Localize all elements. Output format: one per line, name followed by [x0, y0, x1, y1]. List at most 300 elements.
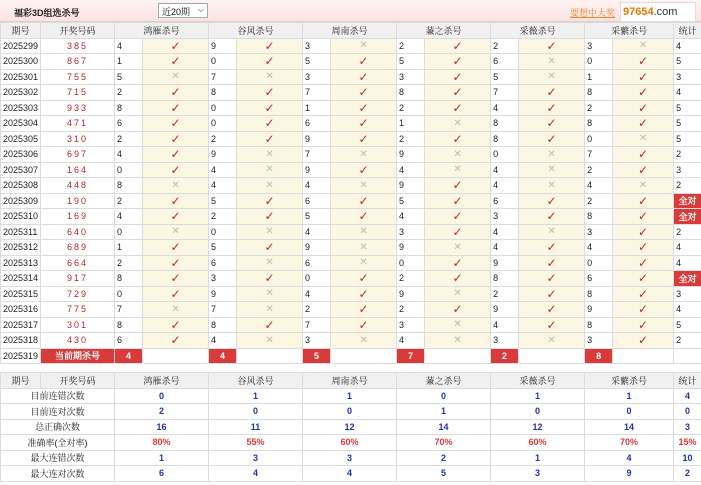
result-cell	[425, 271, 491, 287]
check-icon: ✓	[358, 302, 369, 317]
kill-number-cell: 3	[303, 333, 331, 349]
check-icon: ✓	[452, 100, 463, 115]
kill-number-cell: 3	[209, 271, 237, 287]
stats-label: 最大连对次数	[1, 466, 115, 482]
result-cell	[331, 286, 397, 302]
result-cell	[237, 240, 303, 256]
check-icon: ✓	[264, 193, 275, 208]
table-row	[1, 85, 701, 101]
kill-number-cell: 4	[209, 178, 237, 194]
kill-number-cell: 0	[209, 54, 237, 70]
result-cell	[237, 193, 303, 209]
cross-icon: ✕	[171, 226, 180, 238]
check-icon: ✓	[358, 271, 369, 286]
stats-value: 1	[585, 388, 674, 404]
stats-value: 0	[491, 404, 585, 420]
check-icon: ✓	[638, 85, 649, 100]
kill-number-cell: 5	[209, 193, 237, 209]
toolbar	[0, 0, 701, 22]
issue-cell: 2025304	[1, 116, 41, 132]
result-cell	[331, 271, 397, 287]
result-cell	[613, 255, 674, 271]
result-cell	[425, 178, 491, 194]
kill-number-cell: 4	[491, 224, 519, 240]
stat-cell: 3	[674, 162, 701, 178]
stats-value: 55%	[209, 435, 303, 451]
kill-number-cell: 4	[115, 147, 143, 163]
kill-number-cell: 4	[115, 209, 143, 225]
result-cell	[613, 38, 674, 54]
result-cell	[143, 302, 209, 318]
kill-number-cell: 2	[115, 85, 143, 101]
stats-value: 70%	[585, 435, 674, 451]
result-cell	[237, 69, 303, 85]
promo-link[interactable]: 要想中大奖	[570, 8, 616, 18]
check-icon: ✓	[170, 131, 181, 146]
result-cell	[425, 302, 491, 318]
current-blank-cell	[519, 348, 585, 364]
stats-value: 1	[397, 404, 491, 420]
issue-cell: 2025314	[1, 271, 41, 287]
check-icon: ✓	[264, 209, 275, 224]
statistics-table	[0, 372, 701, 482]
kill-number-cell: 9	[209, 147, 237, 163]
stats-label: 准确率(全对率)	[1, 435, 115, 451]
check-icon: ✓	[638, 209, 649, 224]
result-cell	[143, 209, 209, 225]
stats-row	[1, 419, 701, 435]
draw-cell: 664	[41, 255, 115, 271]
stat-cell: 5	[674, 131, 701, 147]
stats-value: 4	[585, 450, 674, 466]
check-icon: ✓	[452, 224, 463, 239]
kill-number-cell: 2	[115, 255, 143, 271]
result-cell	[237, 162, 303, 178]
current-issue-cell: 2025319	[1, 348, 41, 364]
kill-number-cell: 9	[397, 286, 425, 302]
result-cell	[425, 193, 491, 209]
table-row	[1, 333, 701, 349]
kill-number-cell: 3	[585, 38, 613, 54]
check-icon: ✓	[546, 38, 557, 53]
result-cell	[331, 333, 397, 349]
check-icon: ✓	[358, 286, 369, 301]
result-cell	[613, 193, 674, 209]
kill-number-cell: 7	[585, 147, 613, 163]
check-icon: ✓	[264, 85, 275, 100]
stat-cell: 5	[674, 54, 701, 70]
result-cell	[143, 286, 209, 302]
check-icon: ✓	[452, 271, 463, 286]
result-cell	[613, 178, 674, 194]
result-cell	[331, 224, 397, 240]
draw-cell: 448	[41, 178, 115, 194]
result-cell	[143, 333, 209, 349]
kill-number-cell: 6	[303, 116, 331, 132]
watermark-prefix: 97654	[623, 6, 654, 18]
kill-number-cell: 4	[303, 286, 331, 302]
kill-number-cell: 8	[585, 286, 613, 302]
stat-cell: 2	[674, 333, 701, 349]
result-cell	[519, 69, 585, 85]
kill-number-cell: 8	[115, 271, 143, 287]
issue-cell: 2025317	[1, 317, 41, 333]
result-cell	[519, 302, 585, 318]
table-header-row	[1, 23, 701, 39]
result-cell	[331, 38, 397, 54]
kill-number-cell: 4	[585, 240, 613, 256]
draw-cell: 775	[41, 302, 115, 318]
result-cell	[425, 131, 491, 147]
result-cell	[143, 54, 209, 70]
result-cell	[425, 317, 491, 333]
kill-number-cell: 4	[397, 333, 425, 349]
result-cell	[613, 54, 674, 70]
stat-cell: 2	[674, 147, 701, 163]
kill-number-cell: 1	[303, 100, 331, 116]
result-cell	[331, 69, 397, 85]
col-method-header: 鸿雁杀号	[115, 23, 209, 39]
result-cell	[519, 116, 585, 132]
stats-value: 1	[115, 450, 209, 466]
check-icon: ✓	[264, 240, 275, 255]
check-icon: ✓	[452, 209, 463, 224]
check-icon: ✓	[546, 286, 557, 301]
current-blank-cell	[143, 348, 209, 364]
stats-value: 14	[585, 419, 674, 435]
result-cell	[519, 286, 585, 302]
result-cell	[143, 85, 209, 101]
stats-total: 3	[674, 419, 701, 435]
kill-number-cell: 2	[585, 162, 613, 178]
check-icon: ✓	[264, 54, 275, 69]
check-icon: ✓	[546, 302, 557, 317]
check-icon: ✓	[170, 286, 181, 301]
cross-icon: ✕	[547, 164, 556, 176]
kill-number-cell: 4	[491, 240, 519, 256]
cross-icon: ✕	[265, 71, 274, 83]
check-icon: ✓	[170, 209, 181, 224]
check-icon: ✓	[546, 240, 557, 255]
result-cell	[425, 54, 491, 70]
kill-number-cell: 2	[491, 38, 519, 54]
draw-cell: 169	[41, 209, 115, 225]
check-icon: ✓	[452, 69, 463, 84]
kill-number-cell: 0	[397, 255, 425, 271]
issue-cell: 2025306	[1, 147, 41, 163]
kill-number-cell: 8	[209, 317, 237, 333]
table-row	[1, 271, 701, 287]
cross-icon: ✕	[453, 241, 462, 253]
result-cell	[519, 209, 585, 225]
current-issue-row	[1, 348, 701, 364]
check-icon: ✓	[170, 116, 181, 131]
result-cell	[425, 286, 491, 302]
result-cell	[143, 255, 209, 271]
stats-value: 1	[491, 450, 585, 466]
issue-cell: 2025312	[1, 240, 41, 256]
stats-total: 10	[674, 450, 701, 466]
kill-number-cell: 2	[115, 131, 143, 147]
check-icon: ✓	[638, 116, 649, 131]
cross-icon: ✕	[359, 334, 368, 346]
check-icon: ✓	[638, 255, 649, 270]
issue-cell: 2025308	[1, 178, 41, 194]
current-blank-cell	[331, 348, 397, 364]
kill-number-cell: 4	[491, 162, 519, 178]
kill-number-cell: 1	[115, 54, 143, 70]
stats-row	[1, 388, 701, 404]
kill-number-cell: 3	[397, 224, 425, 240]
kill-number-cell: 0	[115, 224, 143, 240]
kill-number-cell: 8	[585, 317, 613, 333]
result-cell	[143, 240, 209, 256]
kill-number-cell: 5	[397, 54, 425, 70]
table-row	[1, 54, 701, 70]
result-cell	[613, 100, 674, 116]
table-row	[1, 116, 701, 132]
current-kill-number: 2	[491, 348, 519, 364]
kill-number-cell: 4	[115, 38, 143, 54]
check-icon: ✓	[546, 100, 557, 115]
result-cell	[143, 178, 209, 194]
check-icon: ✓	[452, 193, 463, 208]
kill-number-cell: 9	[397, 240, 425, 256]
issue-cell: 2025315	[1, 286, 41, 302]
current-blank-cell	[425, 348, 491, 364]
stat-cell: 4	[674, 302, 701, 318]
table-row	[1, 131, 701, 147]
stats-row	[1, 450, 701, 466]
result-cell	[143, 193, 209, 209]
result-cell	[237, 131, 303, 147]
kill-number-cell: 7	[303, 147, 331, 163]
table-row	[1, 209, 701, 225]
kill-number-cell: 6	[491, 193, 519, 209]
draw-cell: 697	[41, 147, 115, 163]
watermark-suffix: .com	[653, 6, 678, 18]
result-cell	[425, 240, 491, 256]
stats-row	[1, 435, 701, 451]
check-icon: ✓	[358, 317, 369, 332]
current-kill-number: 8	[585, 348, 613, 364]
result-cell	[237, 38, 303, 54]
kill-number-cell: 3	[303, 69, 331, 85]
issue-cell: 2025305	[1, 131, 41, 147]
draw-cell: 729	[41, 286, 115, 302]
kill-number-cell: 5	[115, 69, 143, 85]
stats-total: 0	[674, 404, 701, 420]
kill-number-cell: 5	[303, 209, 331, 225]
cross-icon: ✕	[453, 288, 462, 300]
result-cell	[519, 333, 585, 349]
kill-number-cell: 6	[303, 193, 331, 209]
table-row	[1, 69, 701, 85]
result-cell	[519, 317, 585, 333]
check-icon: ✓	[358, 69, 369, 84]
stats-value: 2	[115, 404, 209, 420]
result-cell	[613, 224, 674, 240]
cross-icon: ✕	[547, 71, 556, 83]
kill-number-cell: 3	[397, 317, 425, 333]
cross-icon: ✕	[453, 117, 462, 129]
check-icon: ✓	[170, 317, 181, 332]
stats-total: 2	[674, 466, 701, 482]
result-cell	[143, 69, 209, 85]
kill-number-cell: 5	[491, 69, 519, 85]
kill-number-cell: 8	[491, 131, 519, 147]
cross-icon: ✕	[638, 133, 648, 145]
result-cell	[143, 38, 209, 54]
result-cell	[331, 209, 397, 225]
result-cell	[331, 178, 397, 194]
issue-cell: 2025299	[1, 38, 41, 54]
issue-cell: 2025309	[1, 193, 41, 209]
stat-cell: 3	[674, 69, 701, 85]
result-cell	[143, 317, 209, 333]
check-icon: ✓	[638, 100, 649, 115]
result-cell	[613, 147, 674, 163]
kill-number-cell: 4	[491, 100, 519, 116]
stats-value: 1	[303, 388, 397, 404]
cross-icon: ✕	[453, 334, 462, 346]
draw-cell: 755	[41, 69, 115, 85]
issue-cell: 2025311	[1, 224, 41, 240]
kill-number-cell: 9	[209, 286, 237, 302]
table-row	[1, 100, 701, 116]
period-select[interactable]	[158, 3, 208, 18]
result-cell	[143, 162, 209, 178]
draw-cell: 471	[41, 116, 115, 132]
cross-icon: ✕	[265, 148, 274, 160]
check-icon: ✓	[638, 147, 649, 162]
check-icon: ✓	[170, 240, 181, 255]
kill-number-cell: 3	[491, 209, 519, 225]
result-cell	[613, 240, 674, 256]
kill-number-cell: 8	[397, 85, 425, 101]
stats-value: 3	[491, 466, 585, 482]
stat-cell: 2	[674, 178, 701, 194]
result-cell	[425, 85, 491, 101]
col-stats-header: 统计	[674, 23, 701, 39]
col-issue-header: 期号	[1, 23, 41, 39]
cross-icon: ✕	[359, 148, 368, 160]
check-icon: ✓	[452, 38, 463, 53]
stats-value: 12	[491, 419, 585, 435]
check-icon: ✓	[358, 209, 369, 224]
kill-number-cell: 7	[115, 302, 143, 318]
draw-cell: 164	[41, 162, 115, 178]
current-kill-number: 5	[303, 348, 331, 364]
draw-cell: 430	[41, 333, 115, 349]
stats-draw-header: 开奖号码	[41, 373, 115, 389]
issue-cell: 2025313	[1, 255, 41, 271]
col-method-header: 谷风杀号	[209, 23, 303, 39]
result-cell	[519, 224, 585, 240]
page-title: 福彩3D组选杀号	[14, 8, 80, 18]
check-icon: ✓	[546, 131, 557, 146]
check-icon: ✓	[638, 224, 649, 239]
stat-cell: 5	[674, 317, 701, 333]
issue-cell: 2025300	[1, 54, 41, 70]
stat-cell: 3	[674, 286, 701, 302]
kill-number-cell: 0	[585, 131, 613, 147]
draw-cell: 640	[41, 224, 115, 240]
cross-icon: ✕	[265, 257, 274, 269]
stats-value: 16	[115, 419, 209, 435]
result-cell	[143, 100, 209, 116]
kill-number-cell: 7	[209, 302, 237, 318]
current-kill-number: 4	[115, 348, 143, 364]
result-cell	[425, 38, 491, 54]
kill-number-cell: 2	[397, 38, 425, 54]
check-icon: ✓	[546, 116, 557, 131]
draw-cell: 310	[41, 131, 115, 147]
check-icon: ✓	[264, 317, 275, 332]
kill-number-cell: 2	[303, 302, 331, 318]
result-cell	[331, 317, 397, 333]
result-cell	[237, 116, 303, 132]
result-cell	[613, 85, 674, 101]
kill-number-cell: 2	[115, 193, 143, 209]
cross-icon: ✕	[265, 164, 274, 176]
result-cell	[331, 255, 397, 271]
result-cell	[425, 116, 491, 132]
cross-icon: ✕	[638, 40, 648, 52]
check-icon: ✓	[170, 193, 181, 208]
chevron-down-icon: ⌵	[197, 5, 204, 14]
draw-cell: 689	[41, 240, 115, 256]
issue-cell: 2025302	[1, 85, 41, 101]
result-cell	[237, 224, 303, 240]
result-cell	[331, 116, 397, 132]
stats-value: 0	[397, 388, 491, 404]
check-icon: ✓	[358, 85, 369, 100]
check-icon: ✓	[546, 317, 557, 332]
kill-number-cell: 8	[585, 85, 613, 101]
result-cell	[331, 147, 397, 163]
kill-number-cell: 0	[209, 100, 237, 116]
check-icon: ✓	[170, 100, 181, 115]
kill-number-cell: 0	[585, 54, 613, 70]
cross-icon: ✕	[547, 55, 556, 67]
check-icon: ✓	[546, 85, 557, 100]
kill-number-cell: 5	[303, 54, 331, 70]
issue-cell: 2025307	[1, 162, 41, 178]
current-kill-number: 4	[209, 348, 237, 364]
kill-number-cell: 2	[397, 271, 425, 287]
stats-value: 12	[303, 419, 397, 435]
draw-cell: 933	[41, 100, 115, 116]
cross-icon: ✕	[359, 241, 368, 253]
stats-label: 目前连错次数	[1, 388, 115, 404]
check-icon: ✓	[452, 255, 463, 270]
check-icon: ✓	[546, 271, 557, 286]
col-draw-header: 开奖号码	[41, 23, 115, 39]
check-icon: ✓	[452, 54, 463, 69]
issue-cell: 2025316	[1, 302, 41, 318]
kill-number-cell: 1	[115, 240, 143, 256]
check-icon: ✓	[358, 193, 369, 208]
result-cell	[143, 271, 209, 287]
col-method-header: 采蘩杀号	[585, 23, 674, 39]
all-correct-badge: 全对	[674, 193, 701, 209]
all-correct-badge: 全对	[674, 271, 701, 287]
kill-number-cell: 6	[585, 271, 613, 287]
check-icon: ✓	[638, 302, 649, 317]
check-icon: ✓	[638, 271, 649, 286]
stats-label: 总正确次数	[1, 419, 115, 435]
